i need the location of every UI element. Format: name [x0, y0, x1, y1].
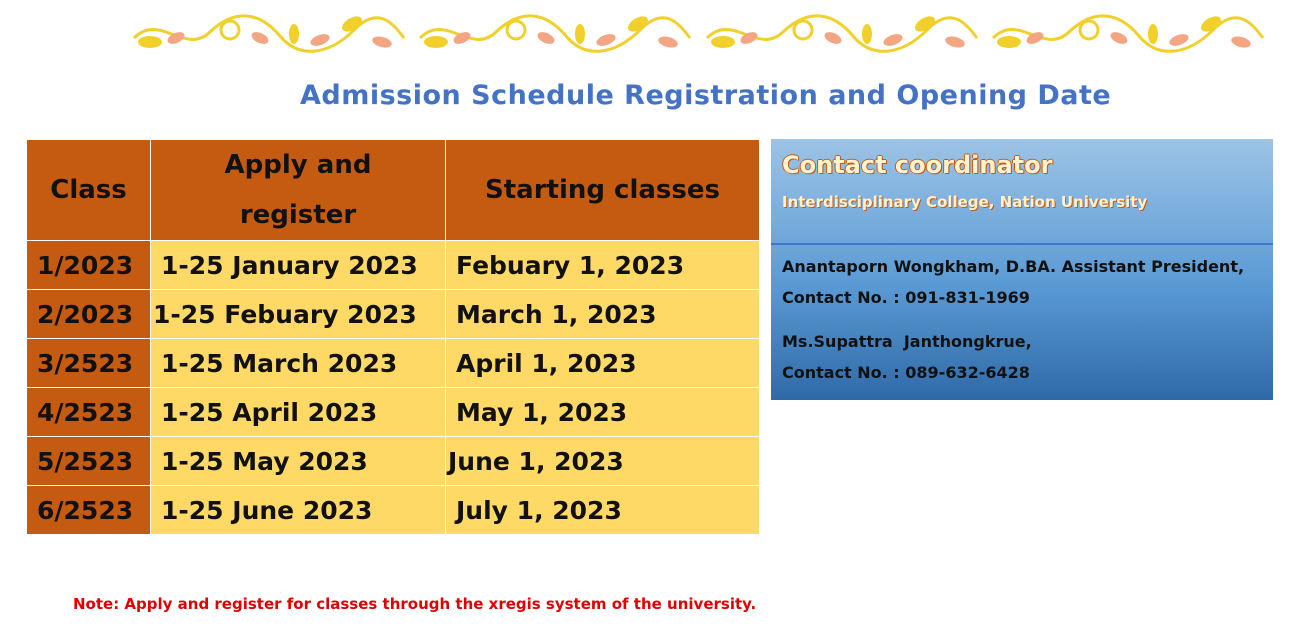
person-name: Anantaporn Wongkham, D.BA. Assistant President,: [782, 257, 1245, 276]
table-row: [27, 388, 760, 437]
vine-ornament-icon: [989, 8, 1265, 54]
cell-apply: 1-25 March 2023: [151, 339, 446, 388]
contact-header: [771, 139, 1273, 245]
table-row: [27, 486, 760, 535]
person-name: Ms.Supattra Janthongkrue,: [782, 332, 1032, 351]
cell-start: March 1, 2023: [446, 290, 760, 339]
schedule-table: [26, 139, 760, 535]
person-phone: Contact No. : 089-632-6428: [782, 363, 1030, 382]
cell-start: July 1, 2023: [446, 486, 760, 535]
header-class: Class: [27, 140, 151, 241]
cell-apply: 1-25 Febuary 2023: [151, 290, 446, 339]
table-row: [27, 437, 760, 486]
cell-class: 4/2523: [27, 388, 151, 437]
contact-organization: Interdisciplinary College, Nation University: [782, 193, 1148, 211]
cell-apply: 1-25 January 2023: [151, 241, 446, 290]
contact-panel: [771, 139, 1273, 400]
page-title: Admission Schedule Registration and Opening Date: [300, 80, 1112, 111]
header-apply-line1: Apply and: [224, 150, 372, 180]
cell-start: June 1, 2023: [446, 437, 760, 486]
header-start: Starting classes: [446, 140, 760, 241]
header-apply: [151, 140, 446, 241]
table-row: [27, 290, 760, 339]
vine-ornament-icon: [416, 8, 692, 54]
cell-apply: 1-25 June 2023: [151, 486, 446, 535]
cell-class: 6/2523: [27, 486, 151, 535]
cell-start: May 1, 2023: [446, 388, 760, 437]
cell-class: 5/2523: [27, 437, 151, 486]
cell-apply: 1-25 April 2023: [151, 388, 446, 437]
vine-banner: [130, 8, 1265, 54]
contact-title: Contact coordinator: [782, 151, 1053, 179]
vine-ornament-icon: [130, 8, 406, 54]
cell-start: April 1, 2023: [446, 339, 760, 388]
person-phone: Contact No. : 091-831-1969: [782, 288, 1030, 307]
table-row: [27, 241, 760, 290]
contact-body: [771, 245, 1273, 388]
footer-note: [73, 595, 756, 613]
cell-class: 1/2023: [27, 241, 151, 290]
table-header-row: [27, 140, 760, 241]
cell-apply: 1-25 May 2023: [151, 437, 446, 486]
cell-class: 3/2523: [27, 339, 151, 388]
note-label: Note:: [73, 595, 120, 613]
cell-start: Febuary 1, 2023: [446, 241, 760, 290]
cell-class: 2/2023: [27, 290, 151, 339]
table-row: [27, 339, 760, 388]
vine-ornament-icon: [703, 8, 979, 54]
header-apply-line2: register: [239, 200, 357, 230]
note-text: Apply and register for classes through the xregis system of the university.: [119, 595, 757, 613]
